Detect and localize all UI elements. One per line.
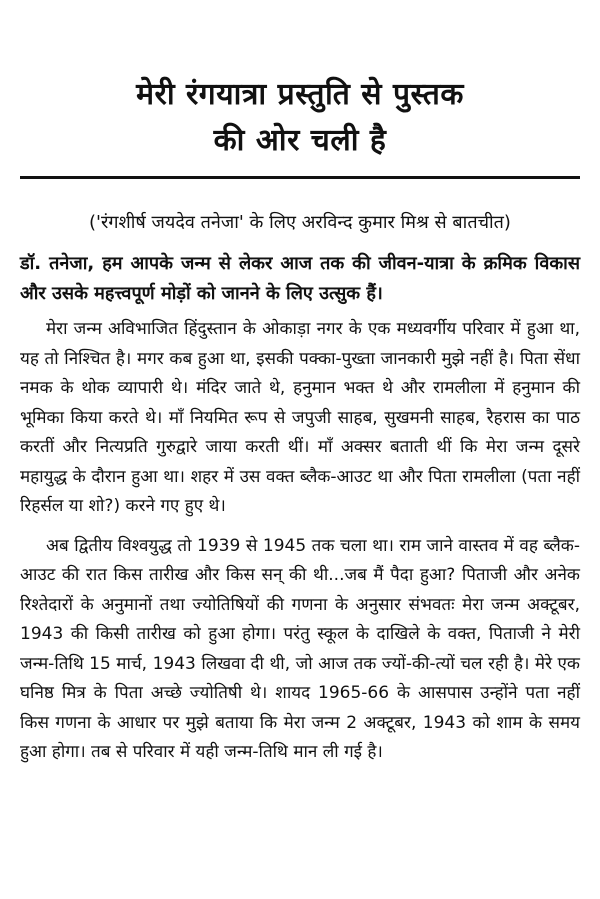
answer-paragraph-2: अब द्वितीय विश्वयुद्ध तो 1939 से 1945 तक चला था। राम जाने वास्तव में वह ब्लैक-आउट की रात किस तारीख और किस सन् की थी...जब मैं पैदा हुआ? पिताजी और अनेक रिश्तेदारों के अनुमानों तथा ज्योतिषियों की गणना के अनुसार संभवतः मेरा जन्म अक्टूबर, 1943 की किसी तारीख को हुआ होगा। परंतु स्कूल के दाखिले के वक्त, पिताजी ने मेरी जन्म-तिथि 15 मार्च, 1943 लिखवा दी थी, जो आज तक ज्यों-की-त्यों चल रही है। मेरे एक घनिष्ठ मित्र के पिता अच्छे ज्योतिषी थे। शायद 1965-66 के आसपास उन्होंने पता नहीं किस गणना के आधार पर मुझे बताया कि मेरा जन्म 2 अक्टूबर, 1943 को शाम के समय हुआ होगा। तब से परिवार में यही जन्म-तिथि मान ली गई है। [20, 535, 580, 762]
chapter-title-line-2: की ओर चली है [213, 123, 387, 158]
chapter-title-line-1: मेरी रंगयात्रा प्रस्तुति से पुस्तक [136, 77, 464, 112]
interview-subtitle: ('रंगशीर्ष जयदेव तनेजा' के लिए अरविन्द कुमार मिश्र से बातचीत) [89, 212, 511, 233]
chapter-title [20, 72, 580, 164]
answer-paragraph-1: मेरा जन्म अविभाजित हिंदुस्तान के ओकाड़ा नगर के एक मध्यवर्गीय परिवार में हुआ था, यह तो निश्चित है। मगर कब हुआ था, इसकी पक्का-पुख्ता जानकारी मुझे नहीं है। पिता सेंधा नमक के थोक व्यापारी थे। मंदिर जाते थे, हनुमान भक्त थे और रामलीला में हनुमान की भूमिका किया करते थे। माँ नियमित रूप से जपुजी साहब, सुखमनी साहब, रैहरास का पाठ करतीं और नित्यप्रति गुरुद्वारे जाया करती थीं। माँ अक्सर बताती थीं कि मेरा जन्म दूसरे महायुद्ध के दौरान हुआ था। शहर में उस वक्त ब्लैक-आउट था और पिता रामलीला (पता नहीं रिहर्सल या शो?) करने गए हुए थे। [20, 319, 580, 516]
interview-question: डॉ. तनेजा, हम आपके जन्म से लेकर आज तक की जीवन-यात्रा के क्रमिक विकास और उसके महत्त्वपूर्ण मोड़ों को जानने के लिए उत्सुक हैं। [20, 253, 580, 304]
title-divider [20, 176, 580, 179]
